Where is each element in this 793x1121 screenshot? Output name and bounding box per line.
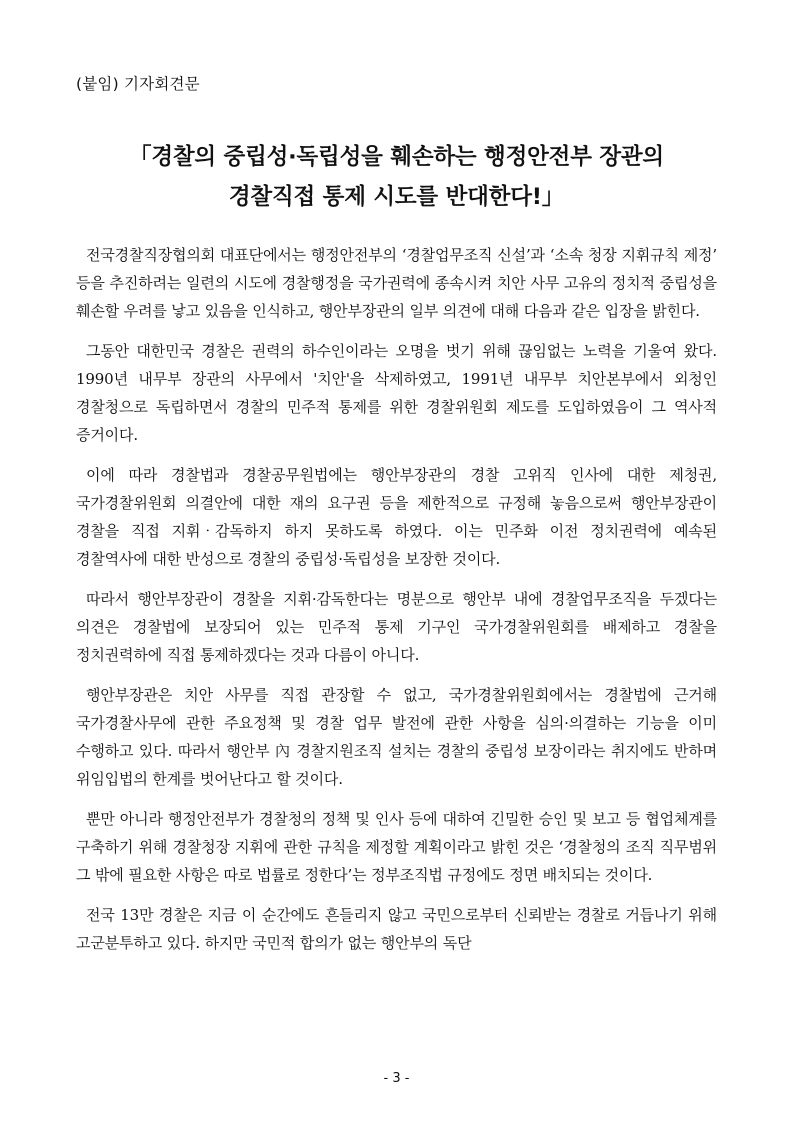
paragraph: 그동안 대한민국 경찰은 권력의 하수인이라는 오명을 벗기 위해 끊임없는 노력을 기울여 왔다. 1990년 내무부 장관의 사무에서 '치안'을 삭제하였고, 1991년 내무부 치안본부에서 외청인 경찰청으로 독립하면서 경찰의 민주적 통제를 위한 경찰위원회 제도를 도입하였음이 그 역사적 증거이다. [76,342,717,444]
paragraph: 따라서 행안부장관이 경찰을 지휘·감독한다는 명분으로 행안부 내에 경찰업무조직을 두겠다는 의견은 경찰법에 보장되어 있는 민주적 통제 기구인 국가경찰위원회를 배제하고 경찰을 정치권력하에 직접 통제하겠다는 것과 다름이 아니다. [76,590,717,664]
document-title-line-1: 「경찰의 중립성·독립성을 훼손하는 행정안전부 장관의 [129,144,664,170]
document-title-line-2: 경찰직접 통제 시도를 반대한다!」 [228,184,565,210]
attachment-label: (붙임) 기자회견문 [76,75,200,93]
paragraph: 행안부장관은 치안 사무를 직접 관장할 수 없고, 국가경찰위원회에서는 경찰법에 근거해 국가경찰사무에 관한 주요정책 및 경찰 업무 발전에 관한 사항을 심의·의결하는 기능을 이미 수행하고 있다. 따라서 행안부 內 경찰지원조직 설치는 경찰의 중립성 보장이라는 취지에도 반하며 위임입법의 한계를 벗어난다고 할 것이다. [76,686,717,788]
paragraph: 이에 따라 경찰법과 경찰공무원법에는 행안부장관의 경찰 고위직 인사에 대한 제청권, 국가경찰위원회 의결안에 대한 재의 요구권 등을 제한적으로 규정해 놓음으로써 행안부장관이 경찰을 직접 지휘‧감독하지 하지 못하도록 하였다. 이는 민주화 이전 정치권력에 예속된 경찰역사에 대한 반성으로 경찰의 중립성·독립성을 보장한 것이다. [76,466,717,568]
paragraph: 뿐만 아니라 행정안전부가 경찰청의 정책 및 인사 등에 대하여 긴밀한 승인 및 보고 등 협업체계를 구축하기 위해 경찰청장 지휘에 관한 규칙을 제정할 계획이라고 밝힌 것은 ‘경찰청의 조직 직무범위 그 밖에 필요한 사항은 따로 법률로 정한다’는 정부조직법 규정에도 정면 배치되는 것이다. [76,810,717,884]
paragraph: 전국경찰직장협의회 대표단에서는 행정안전부의 ‘경찰업무조직 신설’과 ‘소속 청장 지휘규칙 제정’ 등을 추진하려는 일련의 시도에 경찰행정을 국가권력에 종속시켜 치안 사무 고유의 정치적 중립성을 훼손할 우려를 낳고 있음을 인식하고, 행안부장관의 일부 의견에 대해 다음과 같은 입장을 밝힌다. [76,246,717,320]
document-body [76,241,717,969]
paragraph: 전국 13만 경찰은 지금 이 순간에도 흔들리지 않고 국민으로부터 신뢰받는 경찰로 거듭나기 위해 고군분투하고 있다. 하지만 국민적 합의가 없는 행안부의 독단 [76,906,717,952]
page-number: - 3 - [383,1071,410,1086]
